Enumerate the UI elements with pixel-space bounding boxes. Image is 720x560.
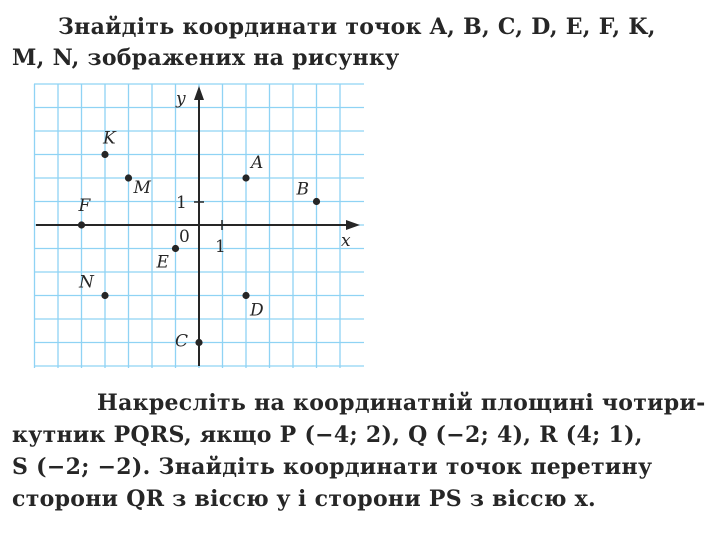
coordinate-plane-figure	[30, 80, 370, 370]
task-2-text-line-2: кутник PQRS, якщо P (−4; 2), Q (−2; 4), R (4; 1),	[12, 422, 643, 448]
point-label-a: A	[251, 153, 264, 173]
task-2-text-line-1: Накресліть на координатній площині чотири-	[97, 390, 706, 416]
task-2-text-line-3: S (−2; −2). Знайдіть координати точок перетину	[12, 454, 653, 480]
y-unit-label: 1	[176, 193, 187, 213]
point-label-c: C	[175, 331, 189, 352]
point-label-b: B	[296, 179, 309, 200]
point-b	[313, 198, 320, 205]
point-label-n: N	[79, 272, 94, 293]
origin-label: 0	[179, 227, 190, 247]
x-axis-arrow-icon	[346, 220, 360, 230]
point-d	[242, 292, 249, 299]
point-label-f: F	[78, 196, 91, 216]
task-1-text-line-2: M, N, зображених на рисунку	[12, 45, 400, 71]
point-label-e: E	[156, 252, 169, 273]
task-1-text-line-1: Знайдіть координати точок A, B, C, D, E, F, K,	[58, 14, 656, 40]
point-m	[125, 174, 132, 181]
point-label-d: D	[250, 300, 264, 321]
y-axis-label: y	[176, 89, 186, 109]
point-f	[78, 221, 85, 228]
point-a	[242, 174, 249, 181]
x-axis-label: x	[341, 231, 351, 251]
task-2-text-line-4: сторони QR з віссю y і сторони PS з віссю x.	[12, 486, 597, 512]
point-c	[195, 339, 202, 346]
x-unit-label: 1	[215, 237, 226, 257]
y-axis-arrow-icon	[194, 86, 204, 100]
point-k	[101, 151, 108, 158]
point-e	[172, 245, 179, 252]
point-label-k: K	[103, 128, 116, 149]
point-n	[101, 292, 108, 299]
point-label-m: M	[133, 178, 151, 198]
